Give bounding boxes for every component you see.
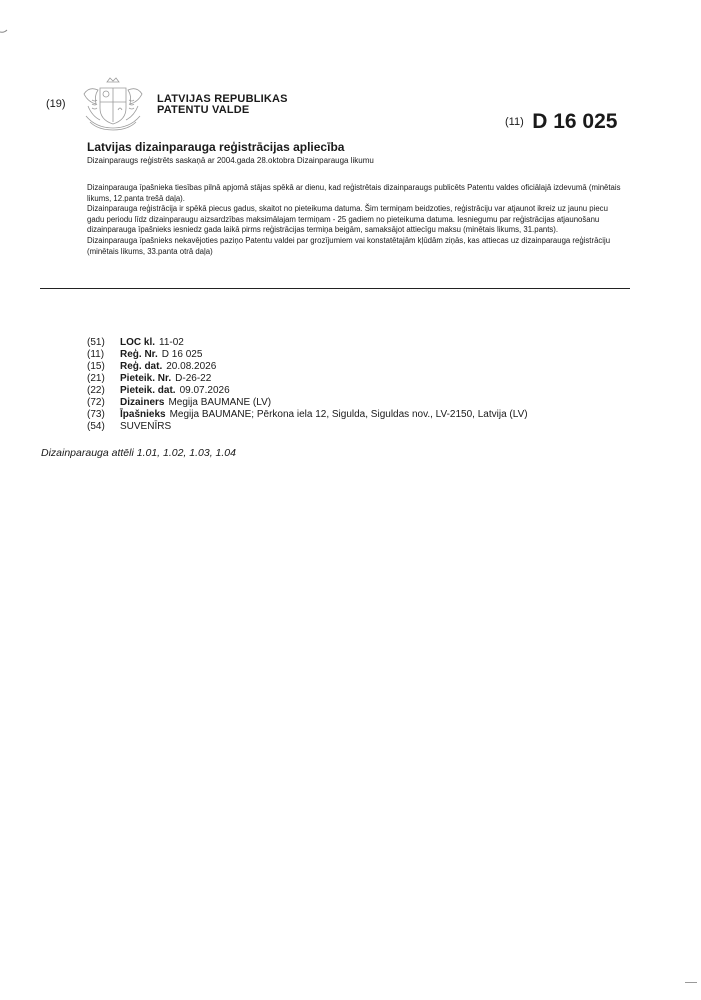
field-label: Pieteik. Nr. xyxy=(120,373,172,384)
figures-caption: Dizainparauga attēli 1.01, 1.02, 1.03, 1.04 xyxy=(41,447,236,459)
document-number-code: (11) xyxy=(505,116,524,128)
field-value: D 16 025 xyxy=(161,349,203,360)
field-code: (72) xyxy=(87,397,105,408)
notice-paragraph: Dizainparauga reģistrācija ir spēkā piecus gadus, skaitot no pieteikuma datuma. Šim termiņam beidzoties, reģistrāciju var atjaunot ikreiz uz jaunu piecu gadu periodu līdz dizainparaugu aizsardzības maksimālajam termiņam - 25 gadiem no pieteikuma datuma. Iesniegumu par reģistrācijas atjaunošanu dizainparauga īpašnieks iesniedz gada laikā pirms reģistrācijas termiņa beigām, samaksājot attiecīgu maksu (minētais likums, 31.pants). xyxy=(87,204,608,235)
notice-paragraph: Dizainparauga īpašnieka tiesības pilnā apjomā stājas spēkā ar dienu, kad reģistrētais dizainparaugs publicēts Patentu valdes oficiālajā izdevumā (minētais likums, 12.panta trešā daļa). xyxy=(87,183,621,203)
field-value: 11-02 xyxy=(159,337,184,348)
field-label: Īpašnieks xyxy=(120,409,166,420)
field-code: (22) xyxy=(87,385,105,396)
field-row-design-title xyxy=(87,421,528,433)
field-code: (51) xyxy=(87,337,105,348)
field-value: Megija BAUMANE; Pērkona iela 12, Sigulda, Siguldas nov., LV-2150, Latvija (LV) xyxy=(169,409,528,420)
field-value: 20.08.2026 xyxy=(166,361,217,372)
field-value: 09.07.2026 xyxy=(179,385,230,396)
document-number xyxy=(505,110,617,134)
field-code: (11) xyxy=(87,349,105,360)
field-label: Dizainers xyxy=(120,397,165,408)
notice-paragraph: Dizainparauga īpašnieks nekavējoties paziņo Patentu valdei par grozījumiem vai konstatētajām kļūdām ziņās, kas attiecas uz dizainparauga reģistrāciju (minētais likums, 33.panta otrā daļa) xyxy=(87,235,611,256)
field-code: (54) xyxy=(87,421,105,432)
document-title: Latvijas dizainparauga reģistrācijas apliecība xyxy=(87,140,345,154)
office-name-line1: LATVIJAS REPUBLIKAS xyxy=(157,93,288,105)
field-label: Pieteik. dat. xyxy=(120,385,176,396)
legal-notice xyxy=(87,183,627,257)
field-value: D-26-22 xyxy=(175,373,212,384)
divider xyxy=(40,288,630,289)
field-value: SUVENĪRS xyxy=(120,421,172,432)
bibliographic-data xyxy=(87,337,528,433)
scan-mark xyxy=(685,982,697,983)
field-row-application-date xyxy=(87,385,528,397)
office-name-line2: PATENTU VALDE xyxy=(157,104,250,116)
field-label: Reģ. dat. xyxy=(120,361,163,372)
field-row-designer xyxy=(87,397,528,409)
field-code: (21) xyxy=(87,373,105,384)
field-row-reg-number xyxy=(87,349,528,361)
field-row-loc-class xyxy=(87,337,528,349)
field-row-reg-date xyxy=(87,361,528,373)
office-name xyxy=(157,94,288,116)
field-code: (15) xyxy=(87,361,105,372)
field-code: (73) xyxy=(87,409,105,420)
coat-of-arms-icon xyxy=(80,72,146,134)
field-label: Reģ. Nr. xyxy=(120,349,158,360)
country-code: (19) xyxy=(46,98,66,110)
field-row-application-number xyxy=(87,373,528,385)
document-subtitle: Dizainparaugs reģistrēts saskaņā ar 2004.gada 28.oktobra Dizainparauga likumu xyxy=(87,156,374,165)
scan-mark xyxy=(0,28,8,34)
field-label: LOC kl. xyxy=(120,337,156,348)
field-row-owner xyxy=(87,409,528,421)
document-number-value: D 16 025 xyxy=(532,110,618,133)
field-value: Megija BAUMANE (LV) xyxy=(168,397,272,408)
